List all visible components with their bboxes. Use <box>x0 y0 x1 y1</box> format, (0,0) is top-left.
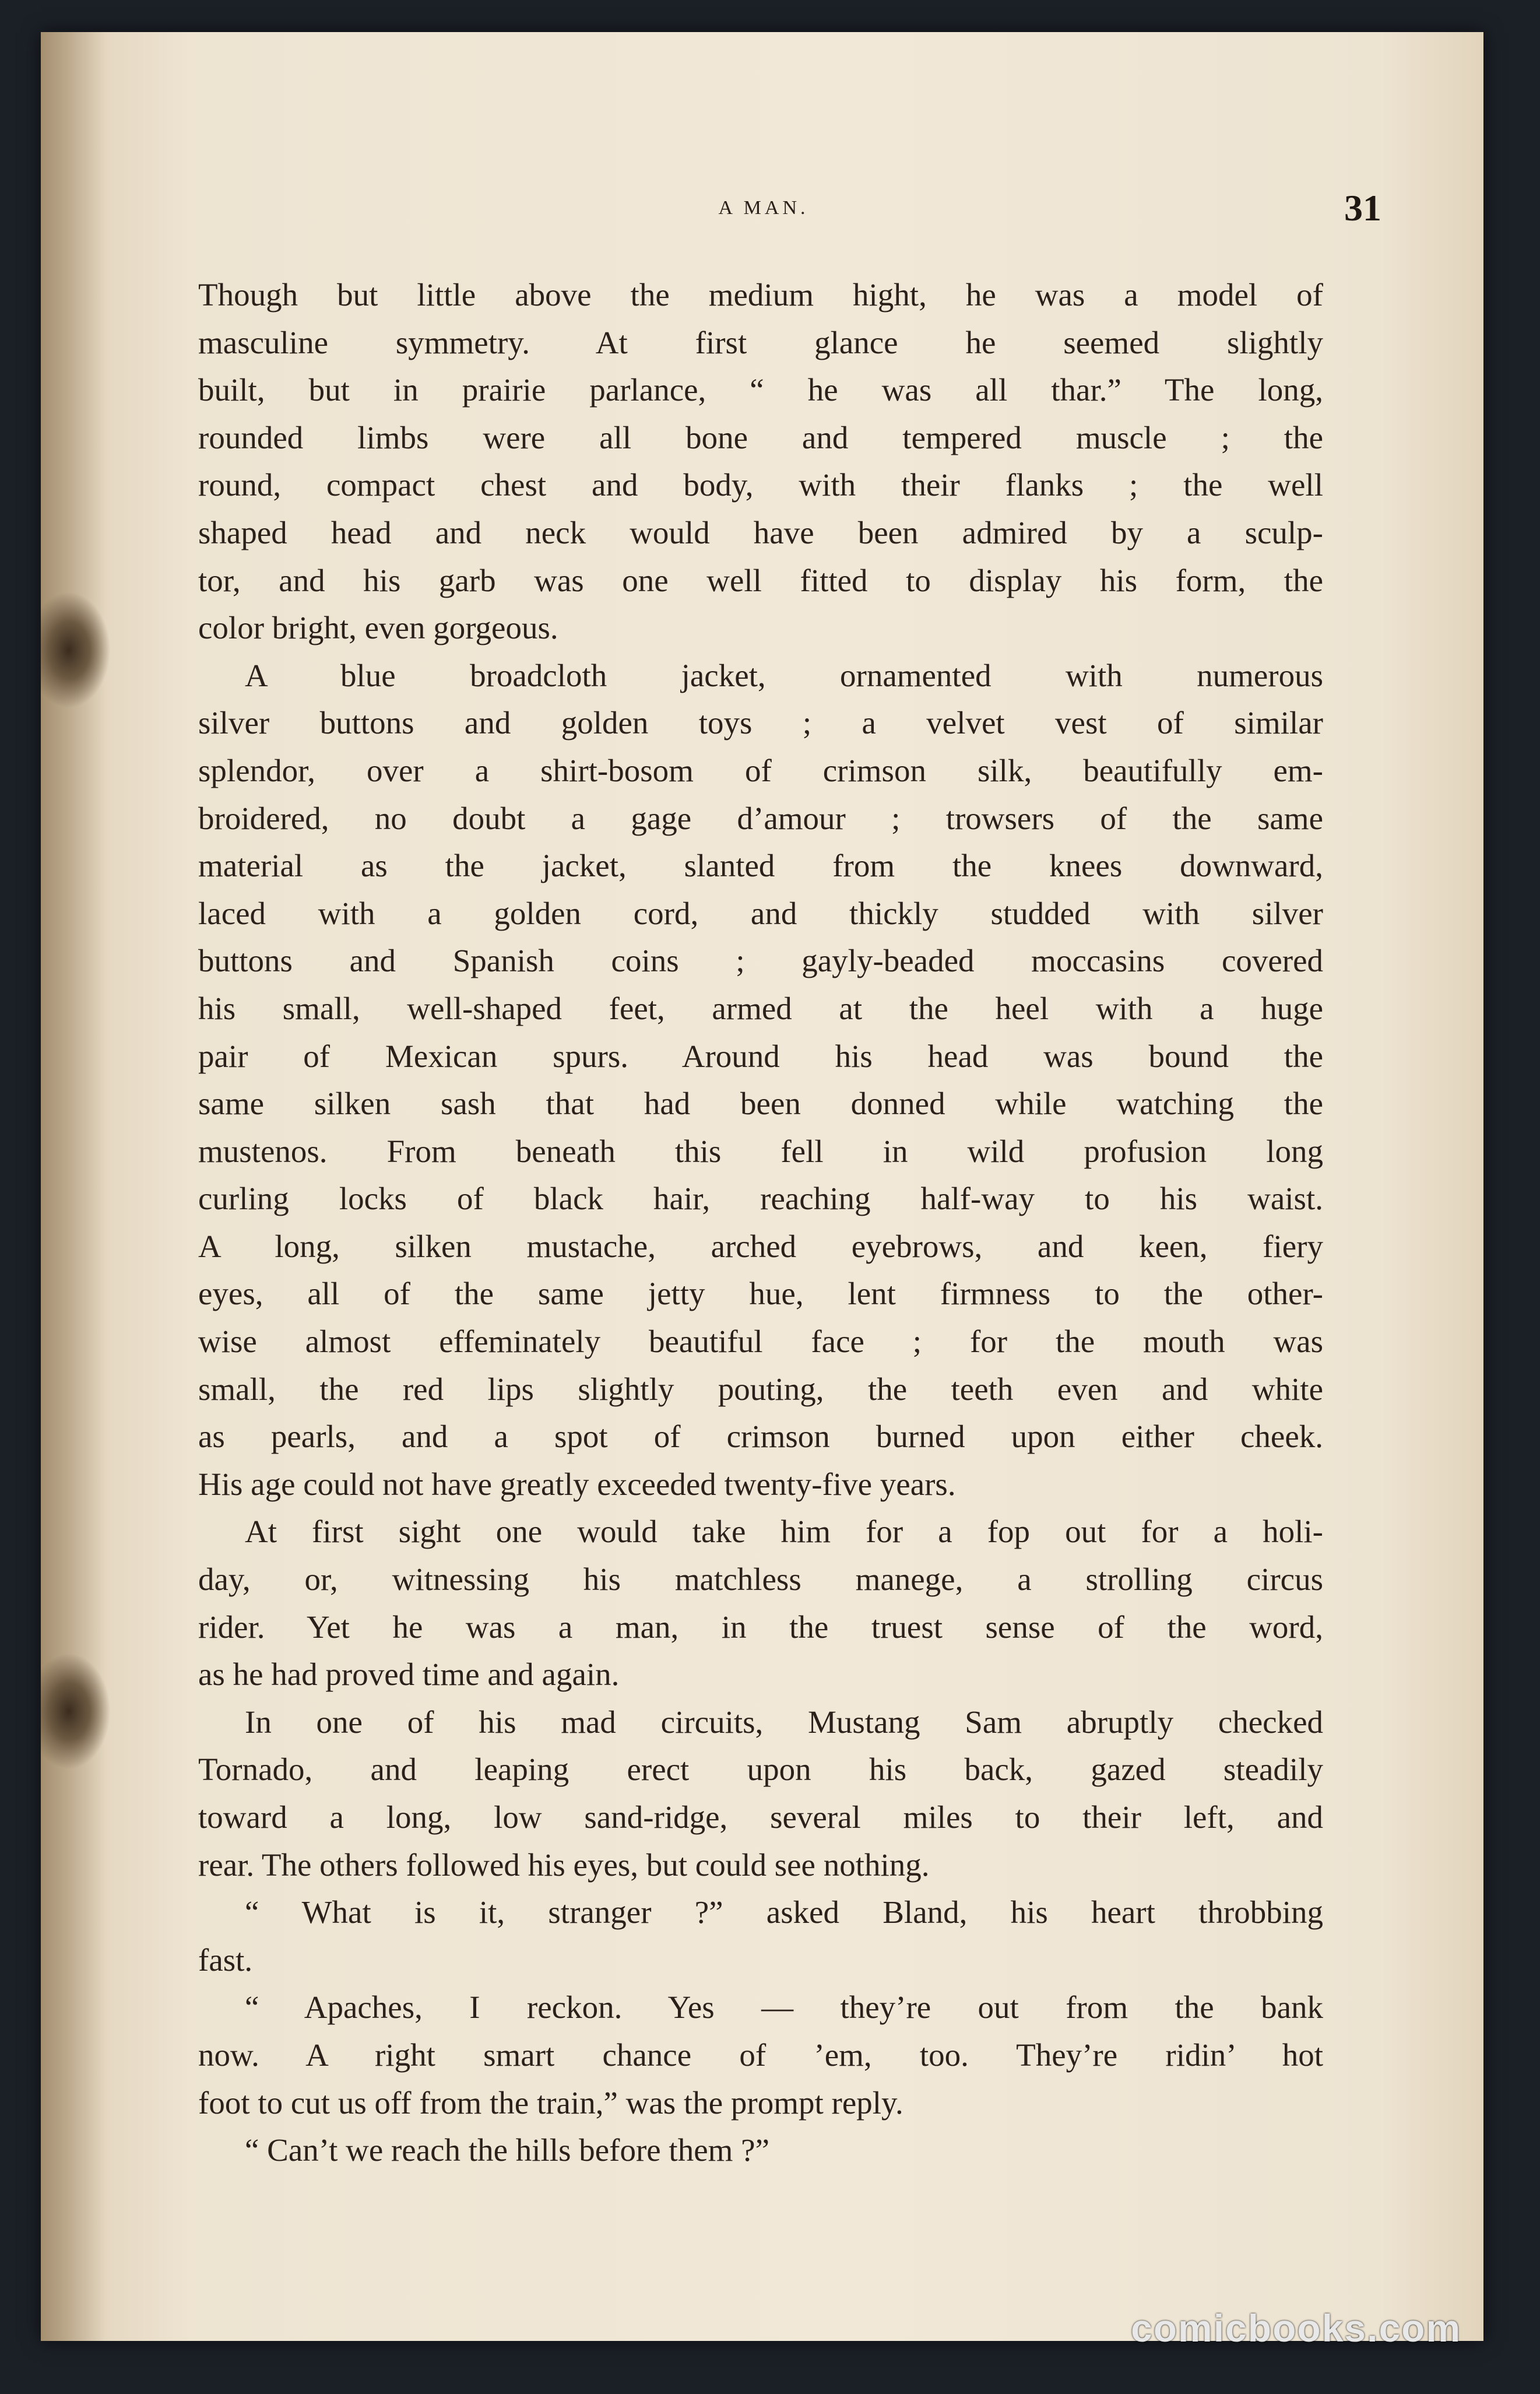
text-line: rider. Yet he was a man, in the truest sense of the word, <box>198 1609 1323 1645</box>
text-line: At first sight one would take him for a fop out for a holi- <box>245 1514 1323 1550</box>
text-line: built, but in prairie parlance, “ he was all thar.” The long, <box>198 372 1323 408</box>
page-number: 31 <box>1344 187 1381 229</box>
text-line: A long, silken mustache, arched eyebrows, and keen, fiery <box>198 1228 1323 1264</box>
text-line: wise almost effeminately beautiful face ; for the mouth was <box>198 1324 1323 1360</box>
text-line: rear. The others followed his eyes, but could see nothing. <box>198 1847 930 1883</box>
text-line: “ Can’t we reach the hills before them ?” <box>245 2132 769 2168</box>
text-line: same silken sash that had been donned while watching the <box>198 1086 1323 1122</box>
text-line: toward a long, low sand-ridge, several miles to their left, and <box>198 1799 1323 1835</box>
text-line: broidered, no doubt a gage d’amour ; trowsers of the same <box>198 800 1323 836</box>
text-line: shaped head and neck would have been admired by a sculp- <box>198 514 1323 550</box>
watermark: comicbooks.com <box>1131 2307 1462 2350</box>
text-line: round, compact chest and body, with their flanks ; the well <box>198 467 1323 503</box>
running-title: A MAN. <box>718 197 809 219</box>
running-head <box>152 187 1381 233</box>
text-line: as pearls, and a spot of crimson burned upon either cheek. <box>198 1419 1323 1455</box>
text-line: “ What is it, stranger ?” asked Bland, his heart throbbing <box>245 1894 1323 1930</box>
text-line: mustenos. From beneath this fell in wild profusion long <box>198 1133 1323 1169</box>
text-line: fast. <box>198 1942 253 1978</box>
text-line: foot to cut us off from the train,” was the prompt reply. <box>198 2084 903 2121</box>
text-line: his small, well-shaped feet, armed at the heel with a huge <box>198 990 1323 1026</box>
text-line: eyes, all of the same jetty hue, lent firmness to the other- <box>198 1276 1323 1312</box>
text-line: pair of Mexican spurs. Around his head was bound the <box>198 1038 1323 1074</box>
book-page <box>41 32 1483 2341</box>
text-line: buttons and Spanish coins ; gayly-beaded moccasins covered <box>198 943 1323 979</box>
text-line: small, the red lips slightly pouting, the teeth even and white <box>198 1371 1323 1407</box>
text-line: A blue broadcloth jacket, ornamented with numerous <box>245 657 1323 693</box>
text-line: material as the jacket, slanted from the knees downward, <box>198 848 1323 884</box>
text-line: day, or, witnessing his matchless manege, a strolling circus <box>198 1561 1323 1598</box>
text-line: masculine symmetry. At first glance he seemed slightly <box>198 324 1323 360</box>
text-line: color bright, even gorgeous. <box>198 610 558 646</box>
text-line: laced with a golden cord, and thickly studded with silver <box>198 895 1323 931</box>
body-text <box>198 271 1323 2174</box>
text-line: In one of his mad circuits, Mustang Sam abruptly checked <box>245 1704 1323 1740</box>
text-line: now. A right smart chance of ’em, too. They’re ridin’ hot <box>198 2037 1323 2073</box>
text-line: as he had proved time and again. <box>198 1656 620 1693</box>
binding-damage-lower <box>41 1653 111 1770</box>
text-line: Tornado, and leaping erect upon his back, gazed steadily <box>198 1751 1323 1788</box>
text-line: rounded limbs were all bone and tempered muscle ; the <box>198 419 1323 455</box>
text-line: tor, and his garb was one well fitted to display his form, the <box>198 562 1323 598</box>
text-line: silver buttons and golden toys ; a velvet vest of similar <box>198 705 1323 741</box>
text-line: His age could not have greatly exceeded twenty-five years. <box>198 1466 956 1502</box>
text-line: splendor, over a shirt-bosom of crimson silk, beautifully em- <box>198 752 1323 788</box>
text-line: “ Apaches, I reckon. Yes — they’re out from the bank <box>245 1989 1323 2026</box>
binding-damage-upper <box>41 592 111 708</box>
text-line: Though but little above the medium hight, he was a model of <box>198 277 1323 313</box>
text-line: curling locks of black hair, reaching half-way to his waist. <box>198 1181 1323 1217</box>
spine-shadow <box>41 32 105 2341</box>
